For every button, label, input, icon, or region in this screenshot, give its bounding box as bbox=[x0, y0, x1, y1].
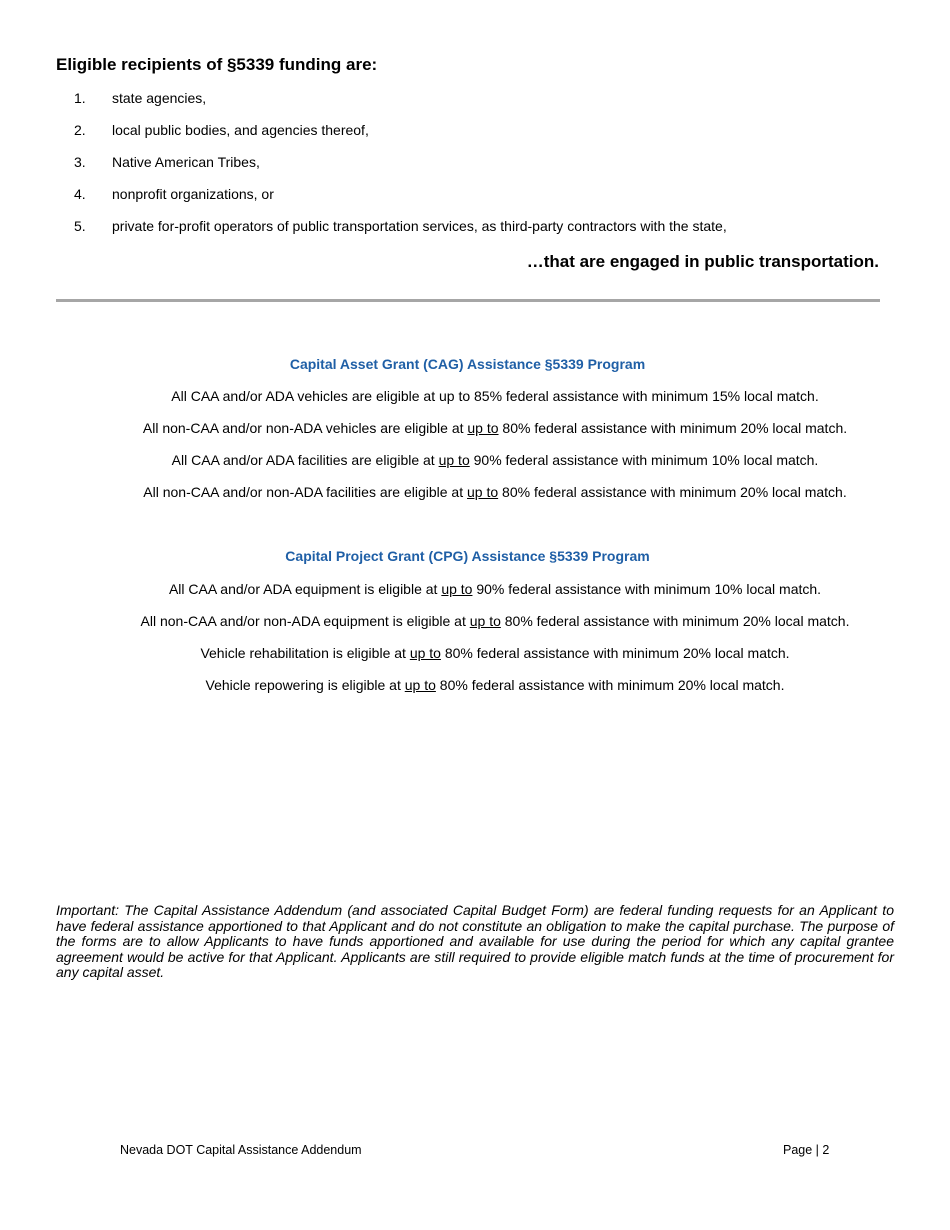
list-number: 1. bbox=[74, 90, 86, 106]
list-number: 5. bbox=[74, 218, 86, 234]
list-item-text: private for-profit operators of public transportation services, as third-party contractors with the state, bbox=[112, 218, 727, 234]
list-number: 4. bbox=[74, 186, 86, 202]
footer-page-number: Page | 2 bbox=[783, 1143, 830, 1157]
cpg-line: All non-CAA and/or non-ADA equipment is eligible at up to 80% federal assistance with minimum 20% local match. bbox=[140, 613, 850, 629]
cpg-line: Vehicle rehabilitation is eligible at up to 80% federal assistance with minimum 20% local match. bbox=[200, 645, 790, 661]
list-item bbox=[56, 122, 727, 154]
list-item-text: Native American Tribes, bbox=[112, 154, 260, 170]
recipients-heading: Eligible recipients of §5339 funding are: bbox=[56, 55, 378, 74]
list-item-text: local public bodies, and agencies thereof, bbox=[112, 122, 369, 138]
list-item bbox=[56, 186, 727, 218]
list-number: 3. bbox=[74, 154, 86, 170]
cpg-line: All CAA and/or ADA equipment is eligible at up to 90% federal assistance with minimum 10% local match. bbox=[168, 581, 822, 597]
footer-document-title: Nevada DOT Capital Assistance Addendum bbox=[120, 1143, 362, 1157]
cag-title: Capital Asset Grant (CAG) Assistance §5339 Program bbox=[289, 356, 646, 372]
list-item bbox=[56, 218, 727, 250]
cag-line: All non-CAA and/or non-ADA vehicles are eligible at up to 80% federal assistance with minimum 20% local match. bbox=[142, 420, 848, 436]
cag-line: All CAA and/or ADA vehicles are eligible at up to 85% federal assistance with minimum 15% local match. bbox=[171, 388, 819, 404]
cag-line: All CAA and/or ADA facilities are eligible at up to 90% federal assistance with minimum 10% local match. bbox=[171, 452, 819, 468]
cag-line: All non-CAA and/or non-ADA facilities are eligible at up to 80% federal assistance with minimum 20% local match. bbox=[143, 484, 847, 500]
list-item bbox=[56, 154, 727, 186]
important-note: Important: The Capital Assistance Addendum (and associated Capital Budget Form) are federal funding requests for an Applicant to have federal assistance apportioned to that Applicant and do not constitute an obligation to make the capital purchase. The purpose of the forms are to allow Applicants to have funds apportioned and available for use during the period for which any capital grantee agreement would be active for that Applicant. Applicants are still required to provide eligible match funds at the time of procurement for any capital asset. bbox=[56, 902, 894, 980]
section-divider bbox=[56, 299, 880, 302]
recipients-list bbox=[56, 90, 727, 250]
list-item-text: state agencies, bbox=[112, 90, 207, 106]
list-number: 2. bbox=[74, 122, 86, 138]
list-item bbox=[56, 90, 727, 122]
list-item-text: nonprofit organizations, or bbox=[112, 186, 274, 202]
engaged-statement: …that are engaged in public transportation. bbox=[526, 252, 879, 271]
cpg-line: Vehicle repowering is eligible at up to 80% federal assistance with minimum 20% local match. bbox=[205, 677, 785, 693]
cpg-title: Capital Project Grant (CPG) Assistance §5339 Program bbox=[285, 548, 650, 564]
